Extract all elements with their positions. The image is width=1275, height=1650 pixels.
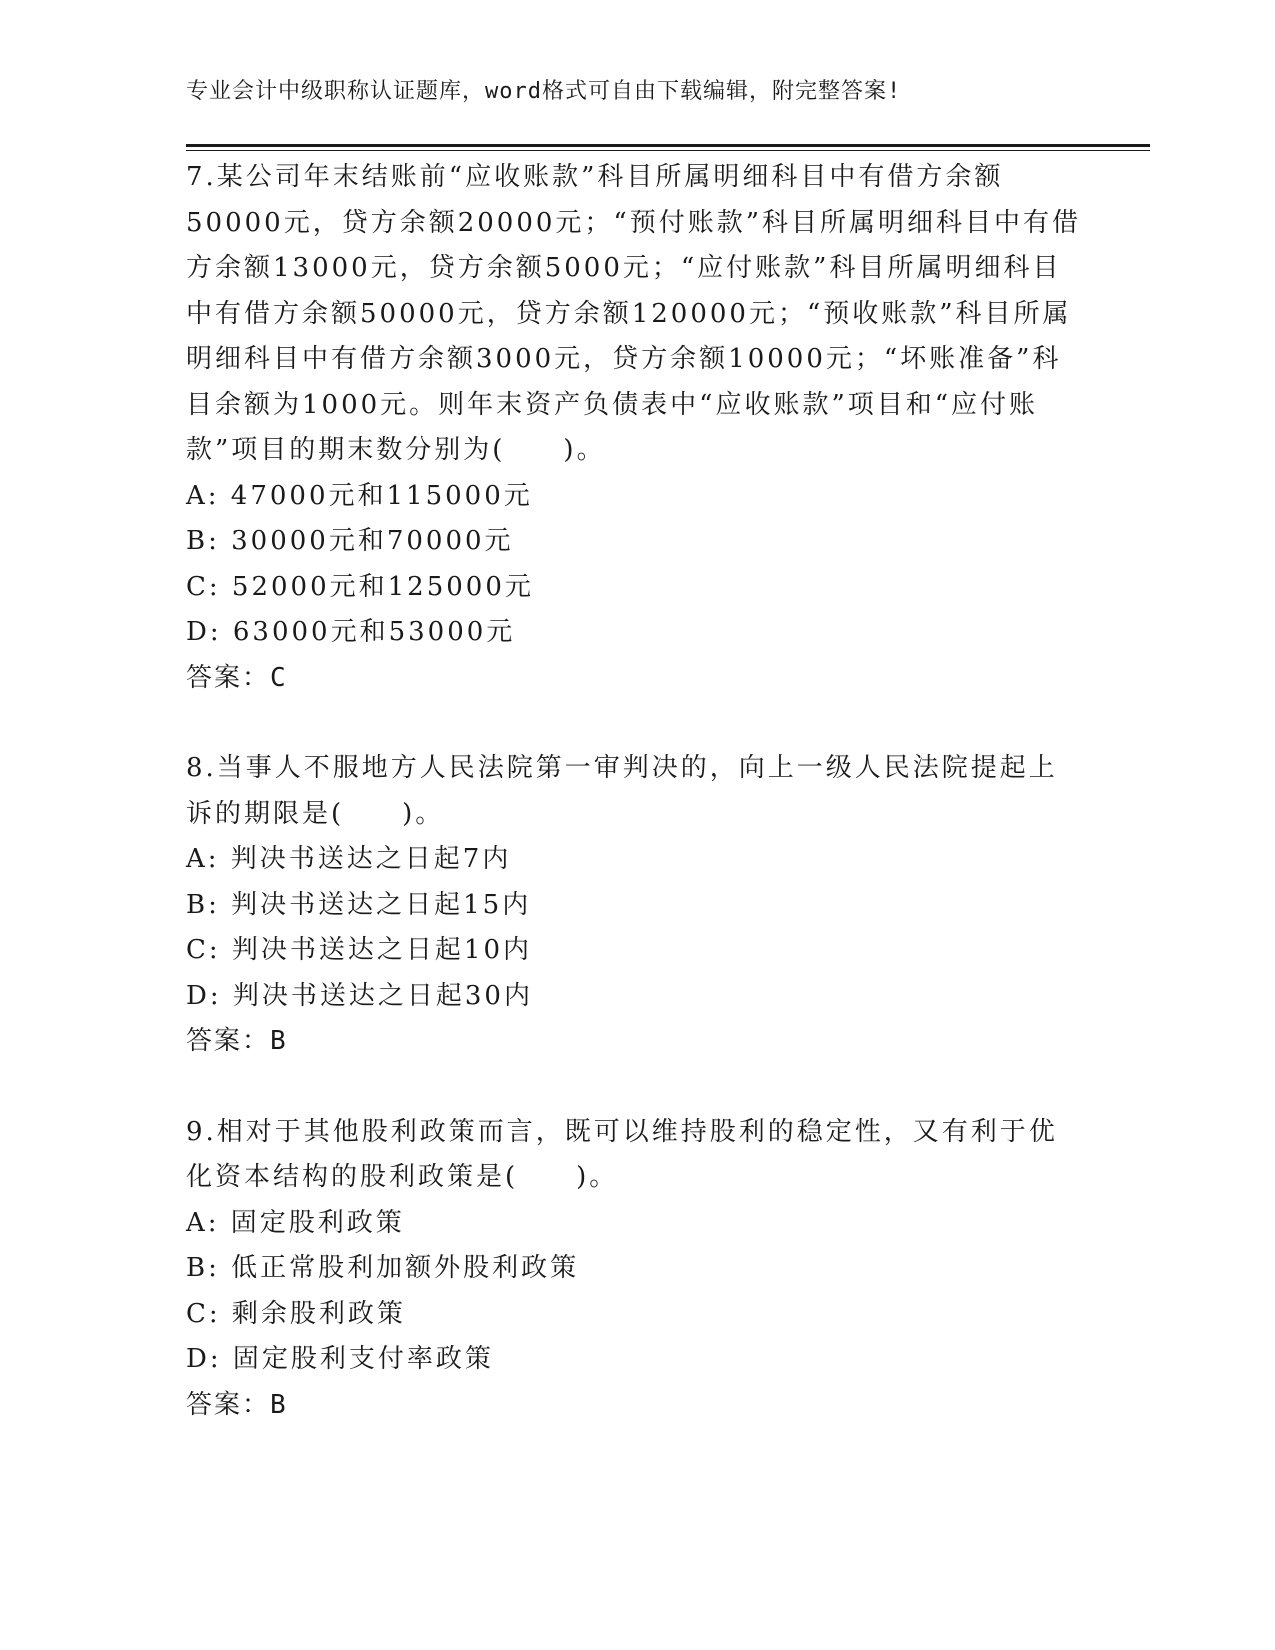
option-a: A: 固定股利政策	[186, 1207, 405, 1238]
header-divider-thin	[186, 150, 1150, 151]
question-text: 7.某公司年末结账前“应收账款”科目所属明细科目中有借方余额50000元，贷方余额20000元；“预付账款”科目所属明细科目中有借方余额13000元，贷方余额5000元；“应付账款”科目所属明细科目中有借方余额50000元，贷方余额120000元；“预收账款”科目所属明细科目中有借方余额3000元，贷方余额10000元；“坏账准备”科目余额为1000元。则年末资产负债表中“应收账款”项目和“应付账款”项目的期末数分别为( )。	[186, 162, 1082, 465]
option-d: D: 判决书送达之日起30内	[186, 980, 533, 1011]
question-text: 9.相对于其他股利政策而言，既可以维持股利的稳定性，又有利于优化资本结构的股利政策是( )。	[186, 1116, 1058, 1192]
question-9	[186, 1110, 1086, 1429]
header-divider-thick	[186, 144, 1150, 147]
option-a: A: 判决书送达之日起7内	[186, 844, 512, 874]
option-c: C: 剩余股利政策	[186, 1298, 406, 1329]
page-header: 专业会计中级职称认证题库，word格式可自由下载编辑，附完整答案!	[186, 79, 902, 104]
answer-label: 答案：B	[186, 1026, 288, 1056]
option-c: C: 52000元和125000元	[186, 571, 534, 602]
question-7	[186, 155, 1086, 701]
answer-label: 答案：C	[186, 662, 288, 693]
option-a: A: 47000元和115000元	[186, 480, 533, 511]
option-c: C: 判决书送达之日起10内	[186, 935, 533, 965]
question-list	[186, 155, 1086, 1473]
option-b: B: 30000元和70000元	[186, 526, 514, 556]
option-d: D: 固定股利支付率政策	[186, 1344, 494, 1374]
option-b: B: 低正常股利加额外股利政策	[186, 1253, 580, 1283]
question-text: 8.当事人不服地方人民法院第一审判决的，向上一级人民法院提起上诉的期限是( )。	[186, 753, 1058, 829]
question-8	[186, 746, 1086, 1065]
option-d: D: 63000元和53000元	[186, 617, 516, 647]
answer-label: 答案：B	[186, 1389, 288, 1420]
option-b: B: 判决书送达之日起15内	[186, 889, 532, 920]
